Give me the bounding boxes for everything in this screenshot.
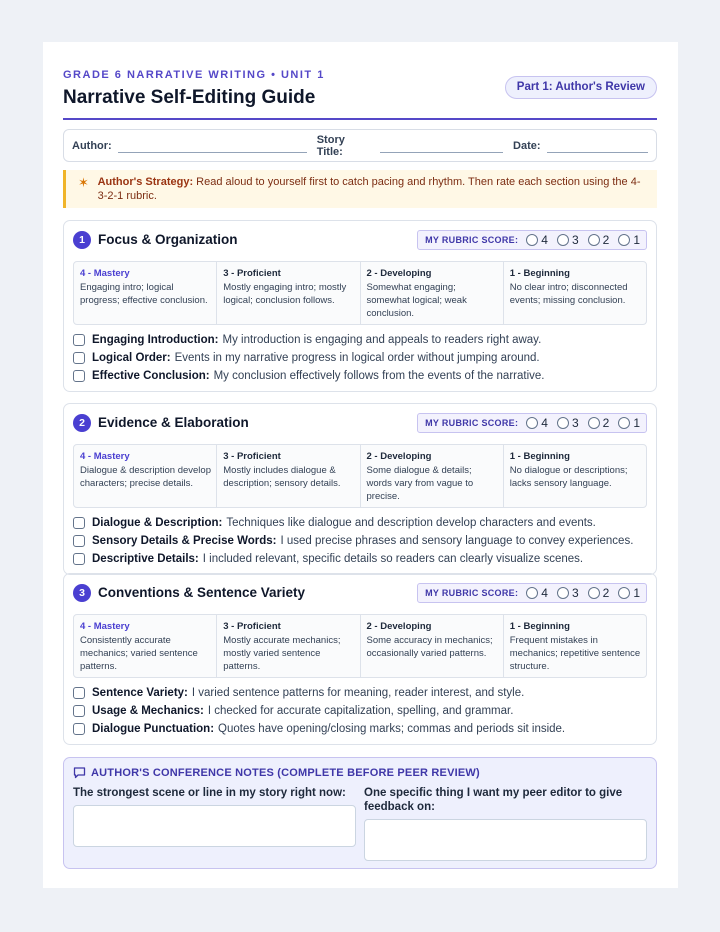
rubric-level: 2 - Developing	[366, 621, 432, 632]
radio-button[interactable]	[588, 417, 600, 429]
rubric-cell	[217, 445, 360, 507]
rubric-description: Mostly engaging intro; mostly logical; conclusion follows.	[223, 282, 347, 306]
section-number: 3	[73, 584, 91, 602]
rubric-cell	[504, 445, 646, 507]
score-option-label: 3	[571, 416, 579, 430]
checkbox[interactable]	[73, 553, 85, 565]
section-title: Evidence & Elaboration	[98, 415, 249, 430]
rubric-cell	[504, 615, 646, 677]
rubric-level: 4 - Mastery	[80, 621, 130, 632]
notes-column-strongest	[73, 786, 356, 847]
radio-button[interactable]	[557, 587, 569, 599]
checklist-item-label: Descriptive Details:	[92, 553, 199, 565]
checkbox[interactable]	[73, 517, 85, 529]
radio-button[interactable]	[557, 234, 569, 246]
rubric-description: Somewhat engaging; somewhat logical; weak conclusion.	[366, 282, 467, 319]
rubric-level: 4 - Mastery	[80, 268, 130, 279]
checklist-item-label: Logical Order:	[92, 352, 171, 364]
checklist-item[interactable]	[73, 367, 647, 385]
radio-button[interactable]	[526, 234, 538, 246]
score-option-label: 4	[541, 416, 548, 430]
score-option[interactable]	[588, 416, 610, 430]
rubric-level: 1 - Beginning	[509, 621, 570, 632]
radio-button[interactable]	[588, 234, 600, 246]
score-option-label: 2	[602, 416, 610, 430]
rubric-table	[73, 444, 647, 508]
score-option[interactable]	[526, 586, 548, 600]
checklist-item-text: Events in my narrative progress in logical order without jumping around.	[174, 352, 540, 364]
checklist-item-label: Sentence Variety:	[92, 687, 188, 699]
checklist	[73, 684, 647, 738]
score-option-label: 1	[633, 586, 640, 600]
rubric-cell	[74, 615, 217, 677]
checkbox[interactable]	[73, 352, 85, 364]
rubric-description: Dialogue & description develop characters; precise details.	[80, 465, 211, 489]
radio-button[interactable]	[526, 417, 538, 429]
checklist-item-text: Quotes have opening/closing marks; commas and periods sit inside.	[218, 723, 566, 735]
score-option-label: 2	[602, 586, 610, 600]
rubric-description: Engaging intro; logical progress; effective conclusion.	[80, 282, 208, 306]
strategy-callout	[63, 170, 657, 208]
rubric-description: No dialogue or descriptions; lacks sensory language.	[509, 465, 628, 489]
checklist-item[interactable]	[73, 331, 647, 349]
section-header	[73, 584, 647, 602]
score-option[interactable]	[526, 233, 548, 247]
checklist	[73, 331, 647, 385]
rubric-level: 4 - Mastery	[80, 451, 130, 462]
score-option-label: 4	[541, 586, 548, 600]
rubric-cell	[361, 615, 504, 677]
checklist-item[interactable]	[73, 702, 647, 720]
score-option[interactable]	[618, 416, 640, 430]
checkbox[interactable]	[73, 370, 85, 382]
score-option[interactable]	[557, 233, 579, 247]
rubric-level: 1 - Beginning	[509, 451, 570, 462]
checklist-item-text: My conclusion effectively follows from the events of the narrative.	[213, 370, 545, 382]
score-option[interactable]	[588, 586, 610, 600]
checklist-item[interactable]	[73, 349, 647, 367]
author-field[interactable]	[118, 139, 307, 153]
checklist-item-text: Techniques like dialogue and description develop characters and events.	[226, 517, 596, 529]
score-option-label: 3	[571, 233, 579, 247]
radio-button[interactable]	[526, 587, 538, 599]
title-divider	[63, 118, 657, 120]
rubric-cell	[74, 262, 217, 324]
rubric-cell	[504, 262, 646, 324]
rubric-level: 2 - Developing	[366, 451, 432, 462]
strategy-text: Author's Strategy: Read aloud to yourself first to catch pacing and rhythm. Then rate each section using the 4-3-2-1 rubric.	[97, 176, 641, 202]
worksheet-page	[43, 42, 678, 888]
unit-eyebrow: GRADE 6 NARRATIVE WRITING • UNIT 1	[63, 69, 325, 81]
score-option[interactable]	[526, 416, 548, 430]
story-title-field[interactable]	[380, 139, 503, 153]
rubric-level: 3 - Proficient	[223, 621, 281, 632]
sparkle-icon: ✶	[78, 175, 89, 190]
checklist-item-label: Usage & Mechanics:	[92, 705, 204, 717]
radio-button[interactable]	[618, 417, 630, 429]
score-option-label: 1	[633, 233, 640, 247]
part-badge: Part 1: Author's Review	[505, 76, 657, 99]
score-option-label: 4	[541, 233, 548, 247]
checklist-item-label: Dialogue Punctuation:	[92, 723, 215, 735]
rubric-level: 2 - Developing	[366, 268, 432, 279]
chat-bubble-icon	[73, 767, 86, 779]
author-label: Author:	[72, 139, 112, 152]
rubric-section	[63, 573, 657, 745]
rubric-section	[63, 403, 657, 575]
rubric-level: 1 - Beginning	[509, 268, 570, 279]
checklist-item-text: I used precise phrases and sensory language to convey experiences.	[280, 535, 634, 547]
checklist-item-text: My introduction is engaging and appeals to readers right away.	[222, 334, 542, 346]
checkbox[interactable]	[73, 687, 85, 699]
rubric-description: Some dialogue & details; words vary from vague to precise.	[366, 465, 474, 502]
score-option-label: 3	[571, 586, 579, 600]
checklist-item-label: Engaging Introduction:	[92, 334, 219, 346]
score-option[interactable]	[557, 416, 579, 430]
feedback-request-input[interactable]	[364, 819, 647, 861]
rubric-description: Frequent mistakes in mechanics; repetitive sentence structure.	[509, 635, 641, 672]
checklist-item[interactable]	[73, 514, 647, 532]
rubric-score-selector	[417, 583, 647, 603]
rubric-table	[73, 614, 647, 678]
score-option[interactable]	[618, 233, 640, 247]
radio-button[interactable]	[618, 234, 630, 246]
section-header	[73, 231, 647, 249]
score-label: MY RUBRIC SCORE:	[425, 235, 519, 245]
radio-button[interactable]	[557, 417, 569, 429]
rubric-cell	[361, 445, 504, 507]
date-label: Date:	[513, 139, 541, 152]
notes-column-feedback	[364, 786, 647, 861]
score-option-label: 1	[633, 416, 640, 430]
rubric-cell	[74, 445, 217, 507]
rubric-level: 3 - Proficient	[223, 451, 281, 462]
checklist-item[interactable]	[73, 550, 647, 568]
checklist-item-label: Effective Conclusion:	[92, 370, 210, 382]
checklist-item[interactable]	[73, 532, 647, 550]
rubric-table	[73, 261, 647, 325]
rubric-description: Consistently accurate mechanics; varied sentence patterns.	[80, 635, 198, 672]
rubric-score-selector	[417, 230, 647, 250]
checklist-item[interactable]	[73, 684, 647, 702]
checklist-item-label: Dialogue & Description:	[92, 517, 223, 529]
rubric-section	[63, 220, 657, 392]
score-label: MY RUBRIC SCORE:	[425, 418, 519, 428]
checklist-item[interactable]	[73, 720, 647, 738]
notes-heading: AUTHOR'S CONFERENCE NOTES (COMPLETE BEFORE PEER REVIEW)	[73, 767, 480, 779]
checkbox[interactable]	[73, 334, 85, 346]
strongest-scene-input[interactable]	[73, 805, 356, 847]
section-header	[73, 414, 647, 432]
rubric-description: Mostly includes dialogue & description; sensory details.	[223, 465, 341, 489]
checkbox[interactable]	[73, 705, 85, 717]
section-title: Focus & Organization	[98, 232, 238, 247]
rubric-description: Some accuracy in mechanics; occasionally varied patterns.	[366, 635, 493, 659]
rubric-description: No clear intro; disconnected events; missing conclusion.	[509, 282, 628, 306]
student-info-row	[63, 129, 657, 162]
rubric-cell	[217, 262, 360, 324]
rubric-cell	[217, 615, 360, 677]
score-option[interactable]	[557, 586, 579, 600]
checklist-item-text: I varied sentence patterns for meaning, reader interest, and style.	[191, 687, 525, 699]
checklist	[73, 514, 647, 568]
date-field[interactable]	[547, 139, 648, 153]
radio-button[interactable]	[588, 587, 600, 599]
checklist-item-text: I checked for accurate capitalization, spelling, and grammar.	[207, 705, 514, 717]
strongest-scene-prompt: The strongest scene or line in my story right now:	[73, 787, 346, 799]
checklist-item-label: Sensory Details & Precise Words:	[92, 535, 277, 547]
story-title-label: Story Title:	[316, 133, 345, 158]
section-number: 2	[73, 414, 91, 432]
checkbox[interactable]	[73, 535, 85, 547]
checkbox[interactable]	[73, 723, 85, 735]
conference-notes	[63, 757, 657, 869]
section-number: 1	[73, 231, 91, 249]
rubric-level: 3 - Proficient	[223, 268, 281, 279]
feedback-request-prompt: One specific thing I want my peer editor to give feedback on:	[364, 787, 623, 813]
section-title: Conventions & Sentence Variety	[98, 585, 306, 600]
rubric-score-selector	[417, 413, 647, 433]
checklist-item-text: I included relevant, specific details so readers can clearly visualize scenes.	[202, 553, 584, 565]
score-option[interactable]	[618, 586, 640, 600]
radio-button[interactable]	[618, 587, 630, 599]
score-label: MY RUBRIC SCORE:	[425, 588, 519, 598]
rubric-description: Mostly accurate mechanics; mostly varied sentence patterns.	[223, 635, 341, 672]
page-title: Narrative Self-Editing Guide	[63, 87, 316, 108]
score-option-label: 2	[602, 233, 610, 247]
rubric-cell	[361, 262, 504, 324]
score-option[interactable]	[588, 233, 610, 247]
